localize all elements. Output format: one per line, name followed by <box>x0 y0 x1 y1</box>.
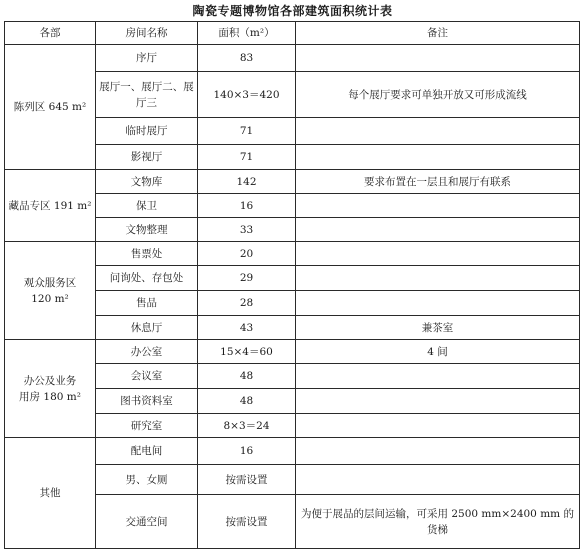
area-cell: 16 <box>198 194 296 218</box>
table-row <box>5 242 580 266</box>
note-cell <box>296 45 580 72</box>
room-cell: 文物整理 <box>96 218 198 242</box>
room-cell: 男、女厕 <box>96 465 198 495</box>
room-cell: 研究室 <box>96 414 198 438</box>
area-cell: 20 <box>198 242 296 266</box>
note-cell <box>296 438 580 465</box>
area-cell: 140×3＝420 <box>198 72 296 118</box>
area-cell: 16 <box>198 438 296 465</box>
note-cell <box>296 465 580 495</box>
area-cell: 8×3＝24 <box>198 414 296 438</box>
room-cell: 办公室 <box>96 340 198 364</box>
note-cell: 为便于展品的层间运输，可采用 2500 mm×2400 mm 的货梯 <box>296 495 580 549</box>
category-area: 用房 180 m² <box>19 390 81 403</box>
category-cell-exhibition <box>5 45 96 170</box>
note-cell: 4 间 <box>296 340 580 364</box>
header-area: 面积（m²） <box>198 22 296 45</box>
area-cell: 15×4＝60 <box>198 340 296 364</box>
area-cell: 142 <box>198 170 296 194</box>
note-cell <box>296 389 580 414</box>
header-row <box>5 22 580 45</box>
room-cell: 售品 <box>96 291 198 316</box>
note-cell <box>296 118 580 145</box>
header-note: 备注 <box>296 22 580 45</box>
room-cell: 临时展厅 <box>96 118 198 145</box>
table-row <box>5 438 580 465</box>
note-cell <box>296 145 580 170</box>
area-cell: 71 <box>198 118 296 145</box>
table-title: 陶瓷专题博物馆各部建筑面积统计表 <box>192 4 393 18</box>
note-cell <box>296 218 580 242</box>
room-cell: 展厅一、展厅二、展厅三 <box>96 72 198 118</box>
category-cell-other <box>5 438 96 549</box>
note-cell <box>296 266 580 291</box>
table-row <box>5 170 580 194</box>
room-cell: 售票处 <box>96 242 198 266</box>
room-cell: 保卫 <box>96 194 198 218</box>
room-cell: 问询处、存包处 <box>96 266 198 291</box>
room-cell: 休息厅 <box>96 316 198 340</box>
note-cell <box>296 291 580 316</box>
table-row <box>5 340 580 364</box>
area-cell: 按需设置 <box>198 495 296 549</box>
category-cell-office <box>5 340 96 438</box>
room-cell: 配电间 <box>96 438 198 465</box>
category-label: 陈列区 645 m² <box>13 101 87 113</box>
area-cell: 43 <box>198 316 296 340</box>
area-cell: 28 <box>198 291 296 316</box>
area-cell: 71 <box>198 145 296 170</box>
note-cell <box>296 364 580 389</box>
area-cell: 按需设置 <box>198 465 296 495</box>
header-room: 房间名称 <box>96 22 198 45</box>
note-cell: 要求布置在一层且和展厅有联系 <box>296 170 580 194</box>
area-cell: 29 <box>198 266 296 291</box>
room-cell: 会议室 <box>96 364 198 389</box>
room-cell: 序厅 <box>96 45 198 72</box>
table-row <box>5 45 580 72</box>
area-cell: 33 <box>198 218 296 242</box>
area-statistics-table <box>4 21 580 549</box>
area-cell: 48 <box>198 364 296 389</box>
area-cell: 48 <box>198 389 296 414</box>
category-label: 其他 <box>39 487 61 499</box>
category-cell-visitor-service <box>5 242 96 340</box>
header-category: 各部 <box>5 22 96 45</box>
category-label: 观众服务区 <box>23 276 77 289</box>
category-area: 120 m² <box>31 292 69 305</box>
area-cell: 83 <box>198 45 296 72</box>
room-cell: 影视厅 <box>96 145 198 170</box>
note-cell <box>296 242 580 266</box>
room-cell: 文物库 <box>96 170 198 194</box>
room-cell: 图书资料室 <box>96 389 198 414</box>
category-label: 藏品专区 191 m² <box>8 199 92 212</box>
room-cell: 交通空间 <box>96 495 198 549</box>
note-cell <box>296 194 580 218</box>
category-label: 办公及业务 <box>23 374 77 387</box>
note-cell <box>296 414 580 438</box>
category-cell-collection <box>5 170 96 242</box>
note-cell: 兼茶室 <box>296 316 580 340</box>
note-cell: 每个展厅要求可单独开放又可形成流线 <box>296 72 580 118</box>
